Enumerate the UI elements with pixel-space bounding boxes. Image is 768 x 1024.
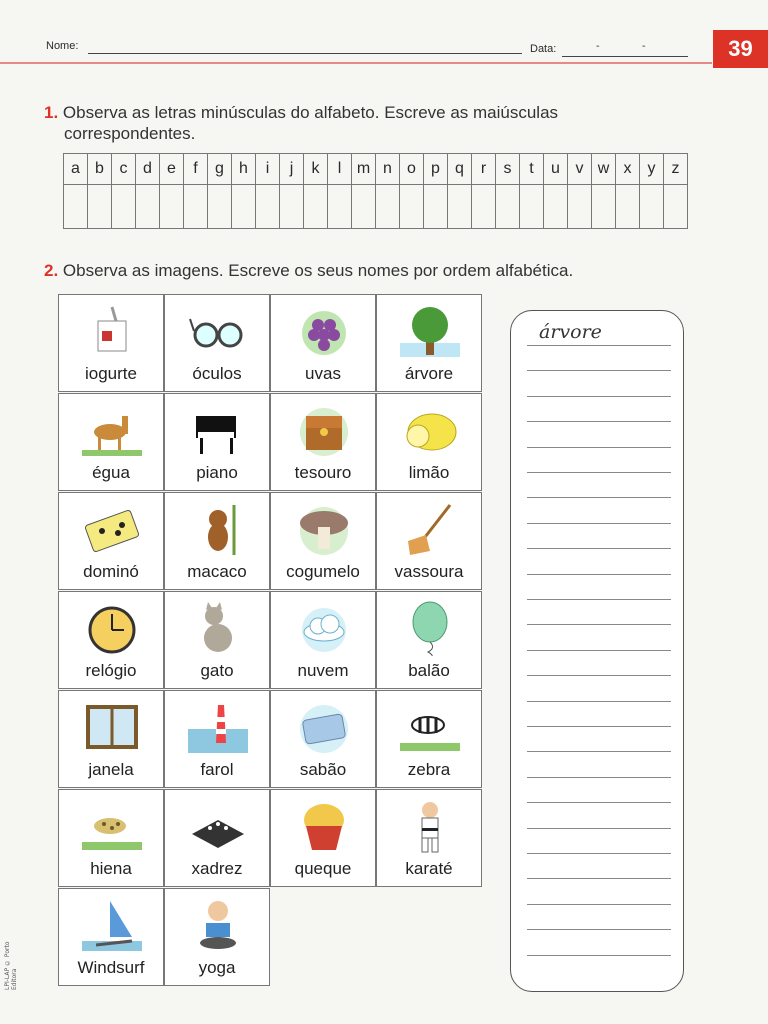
picture-card bbox=[164, 690, 270, 788]
picture-image bbox=[188, 600, 248, 656]
picture-image bbox=[188, 897, 248, 953]
picture-card bbox=[164, 591, 270, 689]
uppercase-answer-cell[interactable] bbox=[256, 185, 280, 229]
picture-image bbox=[82, 897, 142, 953]
letter-cell: e bbox=[160, 154, 184, 185]
picture-image bbox=[82, 402, 142, 458]
picture-image bbox=[400, 501, 460, 557]
uppercase-answer-cell[interactable] bbox=[232, 185, 256, 229]
picture-image bbox=[400, 798, 460, 854]
picture-image bbox=[400, 600, 460, 656]
picture-word: limão bbox=[408, 463, 450, 482]
uppercase-answer-cell[interactable] bbox=[448, 185, 472, 229]
uppercase-answer-cell[interactable] bbox=[88, 185, 112, 229]
writing-line[interactable] bbox=[527, 599, 671, 600]
uppercase-answer-cell[interactable] bbox=[616, 185, 640, 229]
picture-image bbox=[188, 501, 248, 557]
uppercase-answer-cell[interactable] bbox=[472, 185, 496, 229]
letter-cell: s bbox=[496, 154, 520, 185]
date-label: Data: bbox=[530, 43, 557, 55]
letter-cell: b bbox=[88, 154, 112, 185]
writing-line[interactable] bbox=[527, 802, 671, 803]
letter-cell: y bbox=[640, 154, 664, 185]
header-rule bbox=[0, 62, 712, 64]
picture-word: janela bbox=[88, 760, 134, 779]
uppercase-answer-cell[interactable] bbox=[184, 185, 208, 229]
date-separator: - bbox=[642, 41, 646, 52]
letter-cell: p bbox=[424, 154, 448, 185]
writing-line[interactable] bbox=[527, 675, 671, 676]
uppercase-answer-cell[interactable] bbox=[112, 185, 136, 229]
uppercase-answer-cell[interactable] bbox=[376, 185, 400, 229]
name-line[interactable] bbox=[88, 53, 522, 54]
picture-word: óculos bbox=[192, 364, 242, 383]
alphabet-table bbox=[63, 153, 688, 229]
picture-image bbox=[82, 600, 142, 656]
picture-word: zebra bbox=[407, 760, 451, 779]
uppercase-answer-cell[interactable] bbox=[64, 185, 88, 229]
picture-card bbox=[58, 789, 164, 887]
picture-card bbox=[58, 591, 164, 689]
picture-card bbox=[376, 393, 482, 491]
uppercase-answer-cell[interactable] bbox=[640, 185, 664, 229]
picture-image bbox=[188, 402, 248, 458]
uppercase-answer-cell[interactable] bbox=[568, 185, 592, 229]
letter-cell: t bbox=[520, 154, 544, 185]
uppercase-answer-cell[interactable] bbox=[352, 185, 376, 229]
picture-card bbox=[58, 492, 164, 590]
writing-line[interactable] bbox=[527, 650, 671, 651]
letter-cell: q bbox=[448, 154, 472, 185]
writing-line[interactable] bbox=[527, 345, 671, 346]
writing-line[interactable] bbox=[527, 447, 671, 448]
letter-cell: z bbox=[664, 154, 688, 185]
picture-word: macaco bbox=[187, 562, 247, 581]
letter-cell: f bbox=[184, 154, 208, 185]
publisher-credit: LPI-LAP © Porto Editora bbox=[4, 941, 18, 990]
uppercase-answer-cell[interactable] bbox=[664, 185, 688, 229]
exercise-1-text: Observa as letras minúsculas do alfabeto. Escreve as maiúsculas bbox=[62, 103, 559, 122]
letter-cell: l bbox=[328, 154, 352, 185]
picture-image bbox=[82, 501, 142, 557]
picture-image bbox=[400, 699, 460, 755]
uppercase-answer-cell[interactable] bbox=[520, 185, 544, 229]
uppercase-answer-cell[interactable] bbox=[592, 185, 616, 229]
picture-word: karaté bbox=[405, 859, 453, 878]
date-separator: - bbox=[596, 41, 600, 52]
writing-line[interactable] bbox=[527, 701, 671, 702]
picture-image bbox=[294, 501, 354, 557]
letter-cell: n bbox=[376, 154, 400, 185]
picture-word: tesouro bbox=[294, 463, 352, 482]
picture-image bbox=[188, 699, 248, 755]
picture-card bbox=[376, 294, 482, 392]
writing-line[interactable] bbox=[527, 751, 671, 752]
picture-word: relógio bbox=[85, 661, 137, 680]
letter-cell: w bbox=[592, 154, 616, 185]
uppercase-answer-cell[interactable] bbox=[496, 185, 520, 229]
writing-line[interactable] bbox=[527, 548, 671, 549]
writing-line[interactable] bbox=[527, 726, 671, 727]
writing-line[interactable] bbox=[527, 624, 671, 625]
picture-card bbox=[376, 690, 482, 788]
picture-word: piano bbox=[196, 463, 238, 482]
picture-word: nuvem bbox=[297, 661, 349, 680]
date-line[interactable] bbox=[562, 56, 688, 57]
picture-word: xadrez bbox=[191, 859, 243, 878]
writing-line[interactable] bbox=[527, 497, 671, 498]
letter-cell: m bbox=[352, 154, 376, 185]
picture-card bbox=[58, 393, 164, 491]
picture-word: égua bbox=[92, 463, 130, 482]
letter-cell: j bbox=[280, 154, 304, 185]
exercise-1-number: 1. bbox=[44, 103, 59, 122]
uppercase-answer-cell[interactable] bbox=[136, 185, 160, 229]
writing-line[interactable] bbox=[527, 853, 671, 854]
exercise-1-instruction bbox=[44, 102, 558, 144]
picture-card bbox=[270, 789, 376, 887]
picture-image bbox=[82, 699, 142, 755]
picture-word: uvas bbox=[305, 364, 341, 383]
picture-image bbox=[294, 303, 354, 359]
picture-card bbox=[164, 888, 270, 986]
uppercase-answer-cell[interactable] bbox=[208, 185, 232, 229]
picture-card bbox=[58, 888, 164, 986]
picture-word: sabão bbox=[299, 760, 347, 779]
letter-cell: u bbox=[544, 154, 568, 185]
picture-card bbox=[164, 393, 270, 491]
exercise-2-instruction bbox=[44, 260, 573, 281]
picture-word: gato bbox=[200, 661, 234, 680]
letter-cell: h bbox=[232, 154, 256, 185]
picture-word: yoga bbox=[198, 958, 236, 977]
letter-cell: k bbox=[304, 154, 328, 185]
uppercase-answer-row bbox=[64, 185, 688, 229]
picture-image bbox=[188, 303, 248, 359]
picture-image bbox=[294, 699, 354, 755]
picture-word: hiena bbox=[90, 859, 132, 878]
letter-cell: i bbox=[256, 154, 280, 185]
writing-line[interactable] bbox=[527, 421, 671, 422]
page-number: 39 bbox=[713, 30, 768, 68]
picture-card bbox=[270, 294, 376, 392]
letter-cell: o bbox=[400, 154, 424, 185]
uppercase-answer-cell[interactable] bbox=[328, 185, 352, 229]
writing-line[interactable] bbox=[527, 523, 671, 524]
letter-cell: r bbox=[472, 154, 496, 185]
uppercase-answer-cell[interactable] bbox=[544, 185, 568, 229]
picture-word: queque bbox=[294, 859, 352, 878]
uppercase-answer-cell[interactable] bbox=[304, 185, 328, 229]
picture-card bbox=[164, 492, 270, 590]
writing-line[interactable] bbox=[527, 777, 671, 778]
answer-box[interactable] bbox=[510, 310, 684, 992]
picture-image bbox=[400, 303, 460, 359]
picture-word: farol bbox=[200, 760, 234, 779]
picture-card bbox=[270, 591, 376, 689]
picture-word: cogumelo bbox=[286, 562, 360, 581]
picture-word: Windsurf bbox=[77, 958, 145, 977]
picture-image bbox=[82, 303, 142, 359]
picture-card bbox=[58, 690, 164, 788]
uppercase-answer-cell[interactable] bbox=[160, 185, 184, 229]
letter-cell: d bbox=[136, 154, 160, 185]
picture-word: dominó bbox=[83, 562, 139, 581]
picture-card bbox=[376, 591, 482, 689]
picture-word: iogurte bbox=[85, 364, 137, 383]
lowercase-row bbox=[64, 154, 688, 185]
letter-cell: x bbox=[616, 154, 640, 185]
picture-grid bbox=[58, 294, 488, 990]
writing-line[interactable] bbox=[527, 828, 671, 829]
writing-line[interactable] bbox=[527, 472, 671, 473]
writing-line[interactable] bbox=[527, 878, 671, 879]
picture-image bbox=[400, 402, 460, 458]
name-label: Nome: bbox=[46, 40, 79, 52]
writing-line[interactable] bbox=[527, 904, 671, 905]
picture-image bbox=[294, 402, 354, 458]
uppercase-answer-cell[interactable] bbox=[400, 185, 424, 229]
letter-cell: c bbox=[112, 154, 136, 185]
letter-cell: v bbox=[568, 154, 592, 185]
exercise-1-text-cont: correspondentes. bbox=[64, 124, 196, 143]
answer-example: árvore bbox=[539, 321, 602, 343]
letter-cell: g bbox=[208, 154, 232, 185]
picture-card bbox=[376, 789, 482, 887]
picture-card bbox=[376, 492, 482, 590]
uppercase-answer-cell[interactable] bbox=[424, 185, 448, 229]
uppercase-answer-cell[interactable] bbox=[280, 185, 304, 229]
writing-line[interactable] bbox=[527, 955, 671, 956]
picture-card bbox=[270, 492, 376, 590]
picture-image bbox=[294, 600, 354, 656]
picture-image bbox=[188, 798, 248, 854]
picture-card bbox=[270, 393, 376, 491]
writing-line[interactable] bbox=[527, 370, 671, 371]
picture-card bbox=[164, 789, 270, 887]
letter-cell: a bbox=[64, 154, 88, 185]
picture-card bbox=[58, 294, 164, 392]
writing-line[interactable] bbox=[527, 574, 671, 575]
picture-word: vassoura bbox=[394, 562, 464, 581]
exercise-2-text: Observa as imagens. Escreve os seus nomes por ordem alfabética. bbox=[62, 261, 574, 280]
page-header bbox=[0, 0, 768, 66]
picture-card bbox=[164, 294, 270, 392]
picture-card bbox=[270, 690, 376, 788]
picture-word: árvore bbox=[404, 364, 454, 383]
picture-image bbox=[294, 798, 354, 854]
picture-image bbox=[82, 798, 142, 854]
exercise-2-number: 2. bbox=[44, 261, 59, 280]
picture-word: balão bbox=[408, 661, 450, 680]
writing-line[interactable] bbox=[527, 929, 671, 930]
writing-line[interactable] bbox=[527, 396, 671, 397]
